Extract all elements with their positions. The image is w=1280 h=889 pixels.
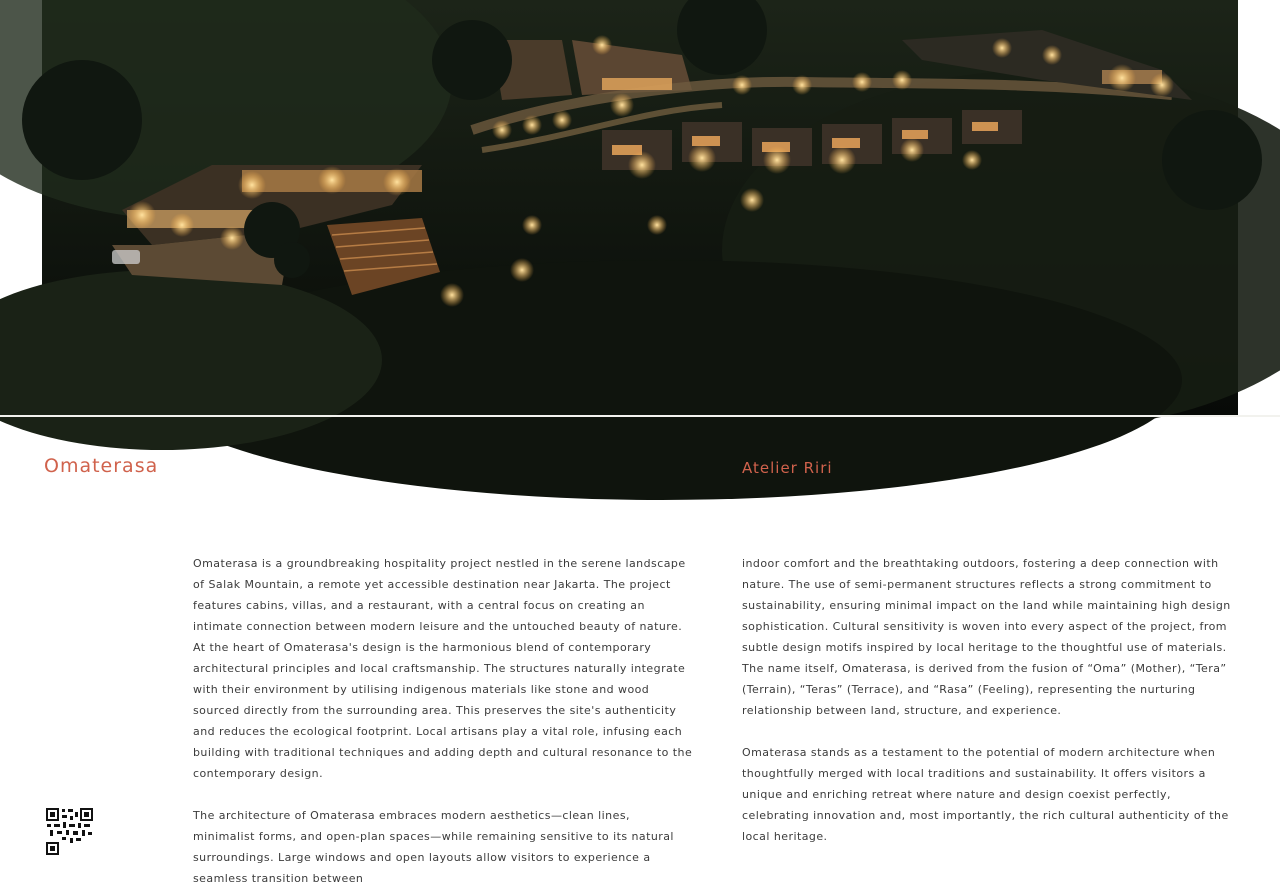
right-text-column: [742, 553, 1242, 868]
hero-photo: [42, 0, 1238, 415]
qr-code-icon: [46, 808, 93, 840]
left-paragraph-1: Omaterasa is a groundbreaking hospitality project nestled in the serene landscape of Salak Mountain, a remote yet accessible destination near Jakarta. The project features cabins, villas, and a restaurant, with a central focus on creating an intimate connection between modern leisure and the untouched beauty of nature. At the heart of Omaterasa's design is the harmonious blend of contemporary architectural principles and local craftsmanship. The structures naturally integrate with their environment by utilising indigenous materials like stone and wood sourced directly from the surrounding area. This preserves the site's authenticity and reduces the ecological footprint. Local artisans play a vital role, infusing each building with traditional techniques and adding depth and cultural resonance to the contemporary design.: [193, 557, 693, 780]
right-paragraph-2: Omaterasa stands as a testament to the potential of modern architecture when thoughtfully merged with local traditions and sustainability. It offers visitors a unique and enriching retreat where nature and design coexist perfectly, celebrating innovation and, most importantly, the rich cultural authenticity of the local heritage.: [742, 746, 1229, 843]
right-paragraph-1: indoor comfort and the breathtaking outdoors, fostering a deep connection with nature. The use of semi-permanent structures reflects a strong commitment to sustainability, ensuring minimal impact on the land while maintaining high design sophistication. Cultural sensitivity is woven into every aspect of the project, from subtle design motifs inspired by local heritage to the thoughtful use of materials. The name itself, Omaterasa, is derived from the fusion of “Oma” (Mother), “Tera” (Terrain), “Teras” (Terrace), and “Rasa” (Feeling), representing the nurturing relationship between land, structure, and experience.: [742, 557, 1231, 717]
left-text-column: [193, 553, 693, 885]
project-title: Omaterasa: [44, 455, 159, 477]
section-divider: [0, 415, 1280, 417]
night-aerial-resort-photo: [42, 0, 1238, 415]
left-paragraph-2: The architecture of Omaterasa embraces modern aesthetics—clean lines, minimalist forms, and open-plan spaces—while remaining sensitive to its natural surroundings. Large windows and open layouts allow visitors to experience a seamless transition between: [193, 809, 674, 885]
studio-name: Atelier Riri: [742, 459, 833, 477]
